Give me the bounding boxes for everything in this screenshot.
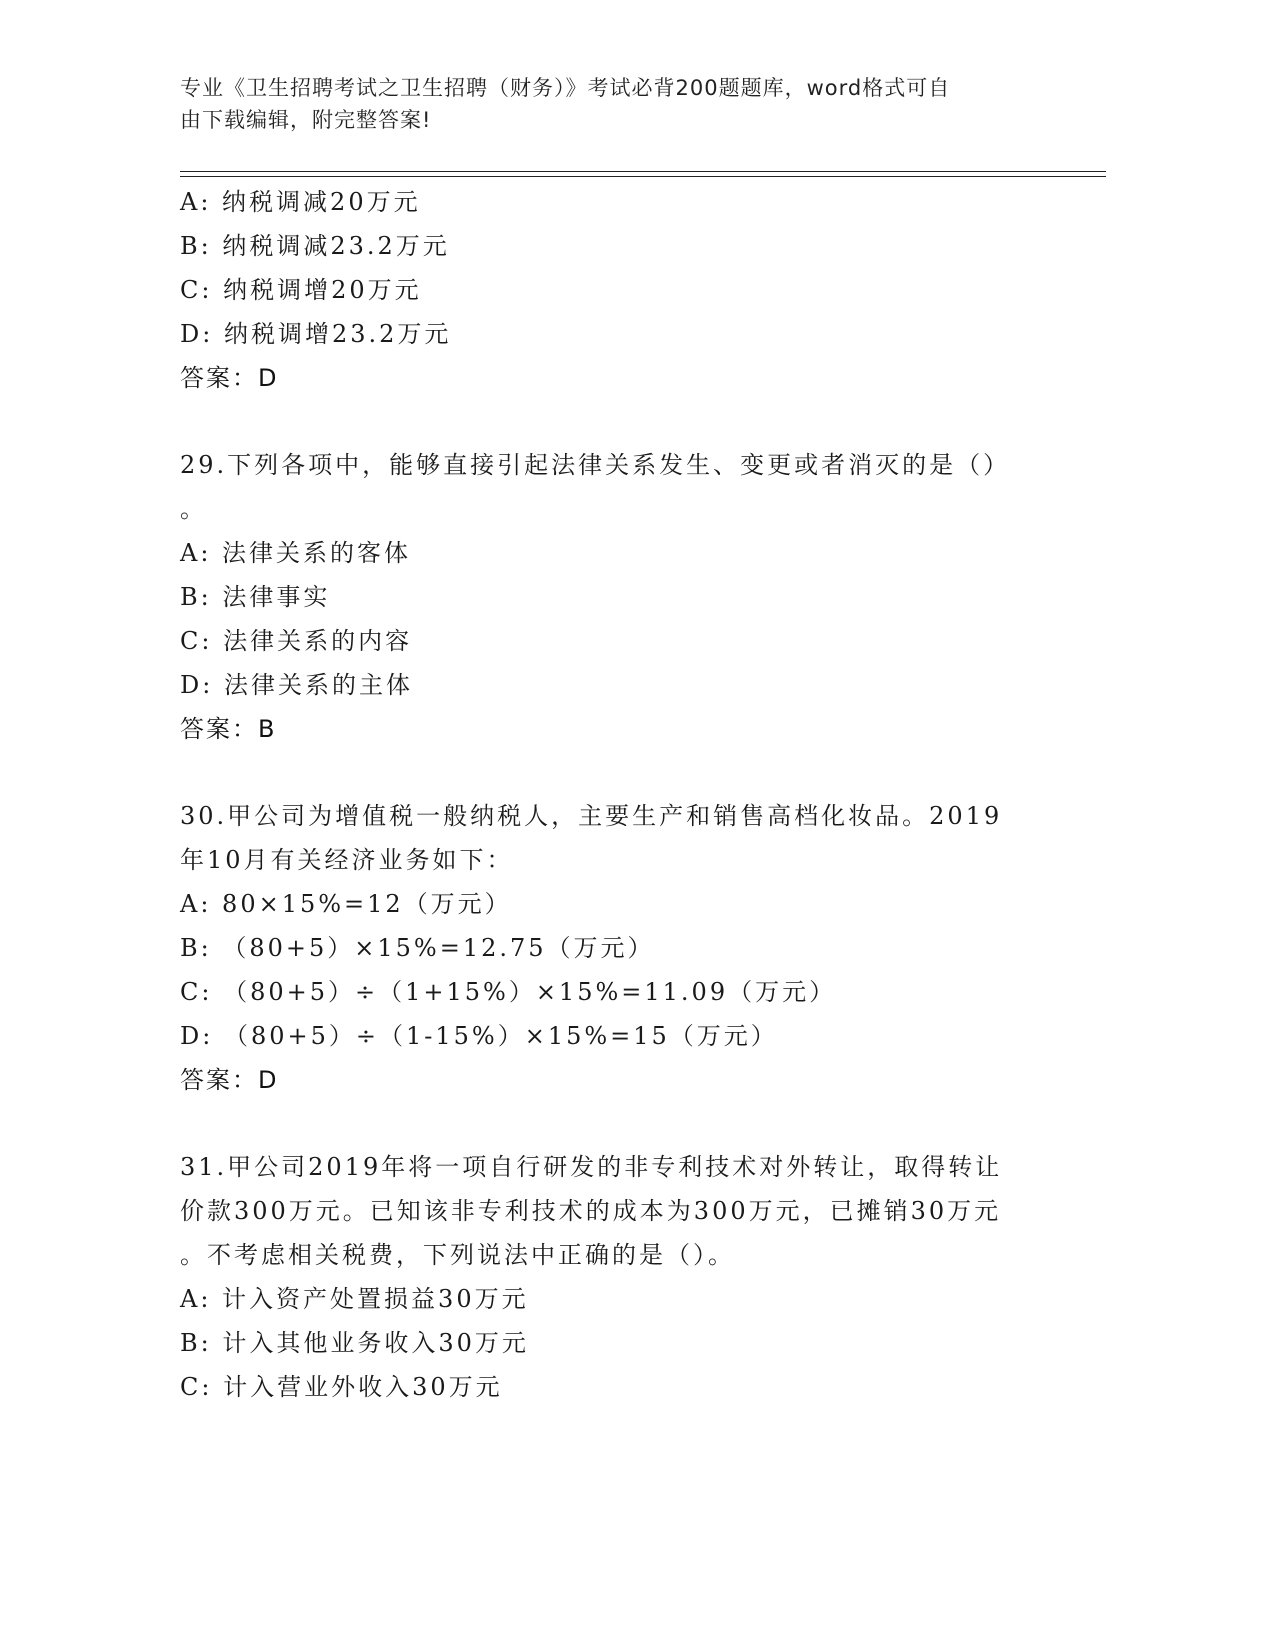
question-list [180, 180, 1080, 1409]
header-line-1: 专业《卫生招聘考试之卫生招聘（财务）》考试必背200题题库，word格式可自 [180, 76, 951, 100]
answer-line: 答案：B [180, 715, 277, 743]
question-text-line: 。 [180, 495, 207, 523]
question-30 [180, 794, 1080, 1102]
option-b: B: 计入其他业务收入30万元 [180, 1329, 529, 1357]
question-text-line: 29.下列各项中，能够直接引起法律关系发生、变更或者消灭的是（） [180, 451, 1011, 479]
spacer [180, 1102, 1080, 1145]
header-divider-bottom [180, 176, 1106, 177]
question-29 [180, 443, 1080, 751]
answer-line: 答案：D [180, 1066, 279, 1094]
question-text-line: 价款300万元。已知该非专利技术的成本为300万元，已摊销30万元 [180, 1197, 1002, 1225]
header-divider-top [180, 171, 1106, 172]
document-header [180, 72, 1050, 136]
option-d: D: （80+5）÷（1-15%）×15%=15（万元） [180, 1022, 778, 1050]
option-c: C: 法律关系的内容 [180, 627, 413, 655]
option-a: A: 计入资产处置损益30万元 [180, 1285, 529, 1313]
option-a: A: 纳税调减20万元 [180, 188, 421, 216]
option-d: D: 法律关系的主体 [180, 671, 413, 699]
question-text-line: 。不考虑相关税费，下列说法中正确的是（）。 [180, 1241, 735, 1269]
question-28-continued [180, 180, 1080, 400]
header-line-2: 由下载编辑，附完整答案! [180, 108, 432, 132]
option-d: D: 纳税调增23.2万元 [180, 320, 452, 348]
question-text-line: 31.甲公司2019年将一项自行研发的非专利技术对外转让，取得转让 [180, 1153, 1003, 1181]
answer-line: 答案：D [180, 364, 279, 392]
question-text [180, 443, 1080, 531]
spacer [180, 751, 1080, 794]
option-c: C: 纳税调增20万元 [180, 276, 422, 304]
option-b: B: 法律事实 [180, 583, 331, 611]
question-31 [180, 1145, 1080, 1409]
question-text-line: 30.甲公司为增值税一般纳税人，主要生产和销售高档化妆品。2019 [180, 802, 1003, 830]
option-a: A: 法律关系的客体 [180, 539, 412, 567]
option-b: B: （80+5）×15%=12.75（万元） [180, 934, 655, 962]
question-text-line: 年10月有关经济业务如下： [180, 846, 514, 874]
question-text [180, 1145, 1080, 1277]
question-text [180, 794, 1080, 882]
option-a: A: 80×15%=12（万元） [180, 890, 512, 918]
option-c: C: （80+5）÷（1+15%）×15%=11.09（万元） [180, 978, 837, 1006]
option-b: B: 纳税调减23.2万元 [180, 232, 450, 260]
option-c: C: 计入营业外收入30万元 [180, 1373, 503, 1401]
spacer [180, 400, 1080, 443]
